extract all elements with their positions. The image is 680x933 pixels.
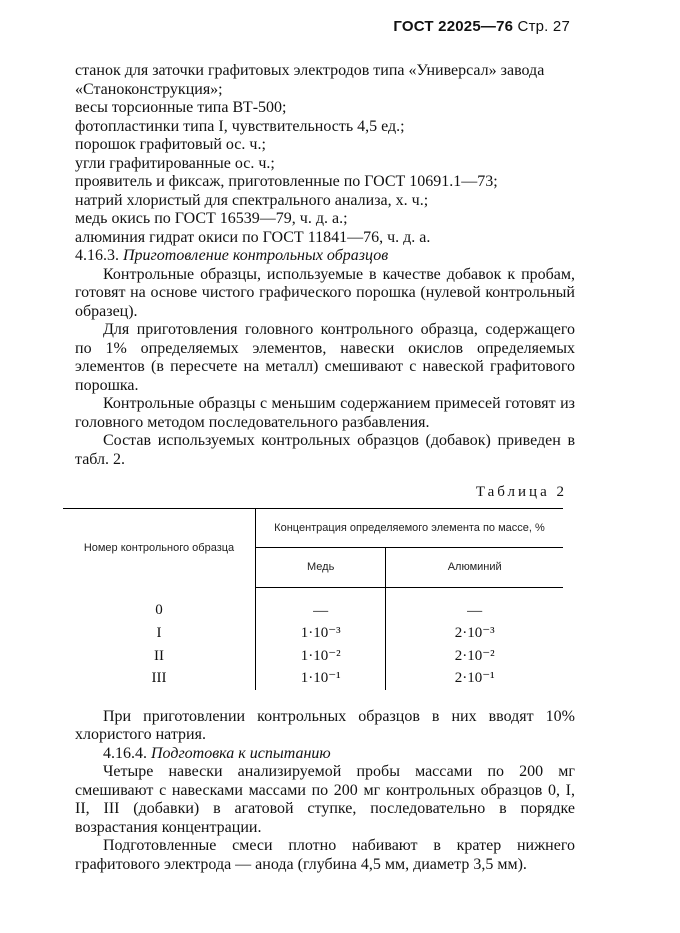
- cell-number: III: [63, 667, 256, 690]
- cell-number: I: [63, 622, 256, 645]
- paragraph: Состав используемых контрольных образцов (добавок) приведен в табл. 2.: [75, 432, 575, 468]
- section-heading-4-16-3: [75, 247, 575, 266]
- paragraph: Контрольные образцы, используемые в качестве добавок к пробам, готовят на основе чистого графического порошка (нулевой контрольный образец).: [75, 265, 575, 320]
- table-caption: Таблица 2: [475, 484, 567, 500]
- equipment-item: проявитель и фиксаж, приготовленные по ГОСТ 10691.1—73;: [75, 173, 498, 190]
- equipment-item: фотопластинки типа I, чувствительность 4,5 ед.;: [75, 117, 405, 135]
- cell-copper: 1·10⁻¹: [256, 667, 386, 690]
- equipment-item: натрий хлористый для спектрального анализа, х. ч.;: [75, 191, 429, 209]
- paragraph: При приготовлении контрольных образцов в них вводят 10% хлористого натрия.: [75, 707, 575, 743]
- section-heading-4-16-4: [75, 745, 575, 764]
- cell-aluminium: 2·10⁻¹: [454, 670, 495, 686]
- table-row: [63, 645, 563, 668]
- cell-aluminium: 2·10⁻²: [454, 647, 495, 664]
- equipment-item: весы торсионные типа ВТ-500;: [75, 99, 287, 116]
- table-header-aluminium: Алюминий: [386, 548, 563, 588]
- equipment-item: медь окись по ГОСТ 16539—79, ч. д. а.;: [75, 210, 348, 227]
- section-number: 4.16.4.: [103, 744, 147, 762]
- paragraph: Контрольные образцы с меньшим содержанием примесей готовят из головного методом последовательного разбавления.: [75, 395, 575, 431]
- document-body: [75, 62, 575, 874]
- section-title: Подготовка к испытанию: [151, 744, 331, 762]
- paragraph: Подготовленные смеси плотно набивают в кратер нижнего графитового электрода — анода (глубина 4,5 мм, диаметр 3,5 мм).: [75, 837, 575, 873]
- equipment-item: порошок графитовый ос. ч.;: [75, 136, 266, 153]
- cell-copper: 1·10⁻²: [256, 645, 386, 668]
- table-row: [63, 622, 563, 645]
- table-row: [63, 667, 563, 690]
- page-header: [393, 18, 570, 35]
- cell-number: 0: [63, 587, 256, 622]
- equipment-list: [75, 62, 575, 247]
- cell-aluminium: 2·10⁻³: [454, 625, 495, 641]
- cell-copper: —: [256, 587, 386, 622]
- paragraph: Для приготовления головного контрольного образца, содержащего по 1% определяемых элементов, навески окислов определяемых элементов (в пересчете на металл) смешивают с навеской графитового порошка.: [75, 321, 575, 394]
- equipment-item: станок для заточки графитовых электродов типа «Универсал» завода «Станоконструкция»;: [75, 62, 545, 98]
- page-number: Стр. 27: [517, 18, 570, 35]
- paragraph: Четыре навески анализируемой пробы массами по 200 мг смешивают с навесками массами по 200 мг контрольных образцов 0, I, II, III (добавки) в агатовой ступке, последовательно в порядке возрастания концентрации.: [75, 763, 575, 836]
- control-samples-table: [63, 508, 563, 690]
- cell-aluminium: —: [467, 602, 483, 619]
- standard-number: ГОСТ 22025—76: [393, 18, 514, 35]
- table-header-number: Номер контрольного образца: [63, 508, 256, 587]
- cell-copper: 1·10⁻³: [256, 622, 386, 645]
- section-number: 4.16.3.: [75, 247, 119, 264]
- table-header-copper: Медь: [256, 548, 386, 588]
- equipment-item: угли графитированные ос. ч.;: [75, 154, 275, 172]
- equipment-item: алюминия гидрат окиси по ГОСТ 11841—76, ч. д. а.: [75, 228, 431, 246]
- section-title: Приготовление контрольных образцов: [123, 247, 389, 264]
- table-header-concentration: Концентрация определяемого элемента по массе, %: [256, 508, 564, 548]
- table-row: [63, 587, 563, 622]
- cell-number: II: [63, 645, 256, 668]
